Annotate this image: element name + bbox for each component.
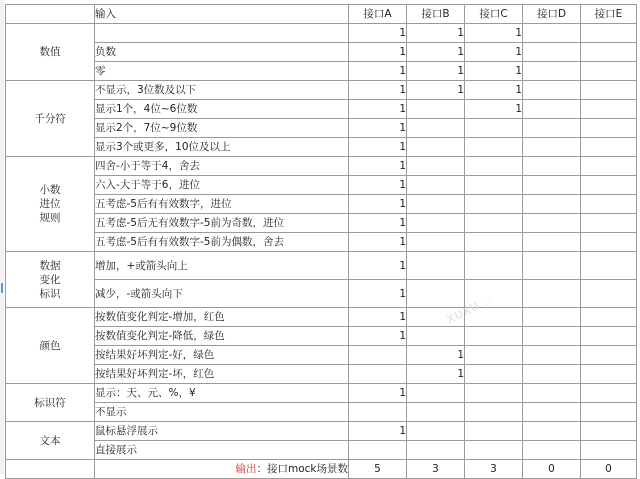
feature-cell[interactable]: 显示3个或更多，10位及以上 <box>95 138 349 157</box>
feature-cell[interactable]: 显示：天、元、%，¥ <box>95 384 349 403</box>
feature-cell[interactable] <box>95 24 349 43</box>
mark-cell-b[interactable] <box>407 100 465 119</box>
mark-cell-a[interactable] <box>349 365 407 384</box>
mark-cell-b[interactable]: 1 <box>407 43 465 62</box>
feature-cell[interactable]: 负数 <box>95 43 349 62</box>
mark-cell-a[interactable]: 1 <box>349 119 407 138</box>
feature-cell[interactable]: 不显示，3位数及以下 <box>95 81 349 100</box>
interface-c-header[interactable]: 接口C <box>465 5 523 24</box>
mark-cell-e[interactable] <box>581 441 637 460</box>
mark-cell-b[interactable] <box>407 176 465 195</box>
mark-cell-b[interactable] <box>407 138 465 157</box>
mark-cell-a[interactable] <box>349 403 407 422</box>
mark-cell-b[interactable]: 1 <box>407 24 465 43</box>
mark-cell-d[interactable] <box>523 195 581 214</box>
header-empty-cell[interactable] <box>6 5 95 24</box>
mark-cell-d[interactable] <box>523 346 581 365</box>
mark-cell-a[interactable]: 1 <box>349 43 407 62</box>
table-row <box>6 403 637 422</box>
mark-cell-b[interactable] <box>407 441 465 460</box>
mark-cell-e[interactable] <box>581 81 637 100</box>
mark-cell-e[interactable] <box>581 62 637 81</box>
mark-cell-e[interactable] <box>581 252 637 280</box>
feature-cell[interactable]: 不显示 <box>95 403 349 422</box>
category-cell[interactable]: 数据 变化 标识 <box>6 252 95 308</box>
mark-cell-c[interactable] <box>465 422 523 441</box>
mark-cell-e[interactable] <box>581 422 637 441</box>
mark-cell-c[interactable] <box>465 365 523 384</box>
table-row <box>6 195 637 214</box>
mark-cell-b[interactable] <box>407 157 465 176</box>
mark-cell-e[interactable] <box>581 157 637 176</box>
feature-cell[interactable]: 显示2个，7位~9位数 <box>95 119 349 138</box>
feature-cell[interactable]: 增加，+或箭头向上 <box>95 252 349 280</box>
mark-cell-b[interactable] <box>407 384 465 403</box>
mark-cell-c[interactable] <box>465 346 523 365</box>
mark-cell-c[interactable]: 1 <box>465 43 523 62</box>
mark-cell-d[interactable] <box>523 233 581 252</box>
mark-cell-c[interactable] <box>465 214 523 233</box>
interface-a-header[interactable]: 接口A <box>349 5 407 24</box>
mark-cell-a[interactable]: 1 <box>349 252 407 280</box>
mark-cell-b[interactable]: 1 <box>407 62 465 81</box>
feature-cell[interactable]: 按结果好坏判定-坏，红色 <box>95 365 349 384</box>
mark-cell-a[interactable]: 1 <box>349 233 407 252</box>
feature-cell[interactable]: 按结果好坏判定-好，绿色 <box>95 346 349 365</box>
mark-cell-d[interactable] <box>523 157 581 176</box>
mark-cell-e[interactable] <box>581 233 637 252</box>
table-row <box>6 62 637 81</box>
category-cell[interactable]: 标识符 <box>6 384 95 422</box>
interface-b-header[interactable]: 接口B <box>407 5 465 24</box>
mark-cell-a[interactable]: 1 <box>349 195 407 214</box>
feature-cell[interactable]: 显示1个，4位~6位数 <box>95 100 349 119</box>
mark-cell-c[interactable]: 1 <box>465 24 523 43</box>
mark-cell-e[interactable] <box>581 365 637 384</box>
mark-cell-b[interactable] <box>407 327 465 346</box>
mark-cell-b[interactable] <box>407 422 465 441</box>
mark-cell-c[interactable]: 1 <box>465 81 523 100</box>
mark-cell-c[interactable] <box>465 233 523 252</box>
mark-cell-e[interactable] <box>581 195 637 214</box>
feature-cell[interactable]: 五考虑-5后有有效数字，进位 <box>95 195 349 214</box>
footer-row <box>6 460 637 479</box>
mark-cell-b[interactable]: 1 <box>407 365 465 384</box>
table-row <box>6 346 637 365</box>
table-row <box>6 81 637 100</box>
matrix-body <box>6 24 637 460</box>
table-row <box>6 176 637 195</box>
mark-cell-c[interactable] <box>465 195 523 214</box>
feature-cell[interactable]: 五考虑-5后无有效数字-5前为奇数，进位 <box>95 214 349 233</box>
interface-e-header[interactable]: 接口E <box>581 5 637 24</box>
watermark-text: XUXU... <box>444 292 494 327</box>
table-row <box>6 138 637 157</box>
mark-cell-d[interactable] <box>523 422 581 441</box>
mark-cell-c[interactable] <box>465 157 523 176</box>
table-row <box>6 100 637 119</box>
mark-cell-d[interactable] <box>523 252 581 280</box>
mark-cell-e[interactable] <box>581 308 637 327</box>
input-header[interactable]: 输入 <box>95 5 349 24</box>
mark-cell-a[interactable]: 1 <box>349 422 407 441</box>
mark-cell-a[interactable]: 1 <box>349 327 407 346</box>
mark-cell-a[interactable]: 1 <box>349 138 407 157</box>
mark-cell-a[interactable]: 1 <box>349 384 407 403</box>
total-interface-c[interactable]: 3 <box>465 460 523 479</box>
mark-cell-b[interactable]: 1 <box>407 81 465 100</box>
category-cell[interactable]: 千分符 <box>6 81 95 157</box>
table-row <box>6 422 637 441</box>
mark-cell-a[interactable]: 1 <box>349 280 407 308</box>
table-row <box>6 327 637 346</box>
mark-cell-e[interactable] <box>581 176 637 195</box>
mark-cell-a[interactable] <box>349 441 407 460</box>
mark-cell-b[interactable] <box>407 403 465 422</box>
mark-cell-e[interactable] <box>581 43 637 62</box>
table-row <box>6 252 637 280</box>
total-interface-d[interactable]: 0 <box>523 460 581 479</box>
mark-cell-d[interactable] <box>523 62 581 81</box>
mark-cell-c[interactable]: 1 <box>465 62 523 81</box>
mark-cell-e[interactable] <box>581 100 637 119</box>
table-row <box>6 441 637 460</box>
category-cell[interactable]: 数值 <box>6 24 95 81</box>
table-row <box>6 157 637 176</box>
table-row <box>6 119 637 138</box>
mark-cell-c[interactable] <box>465 119 523 138</box>
total-interface-a[interactable]: 5 <box>349 460 407 479</box>
feature-cell[interactable]: 鼠标悬浮展示 <box>95 422 349 441</box>
mark-cell-b[interactable] <box>407 195 465 214</box>
footer-label-cell[interactable] <box>95 460 349 479</box>
feature-cell[interactable]: 五考虑-5后有有效数字-5前为偶数，舍去 <box>95 233 349 252</box>
mark-cell-a[interactable]: 1 <box>349 308 407 327</box>
mark-cell-c[interactable] <box>465 327 523 346</box>
scenario-matrix-table <box>5 4 637 479</box>
mark-cell-d[interactable] <box>523 81 581 100</box>
feature-cell[interactable]: 按数值变化判定-增加，红色 <box>95 308 349 327</box>
feature-cell[interactable]: 直接展示 <box>95 441 349 460</box>
mark-cell-d[interactable] <box>523 100 581 119</box>
mark-cell-d[interactable] <box>523 327 581 346</box>
mark-cell-b[interactable]: 1 <box>407 346 465 365</box>
mark-cell-d[interactable] <box>523 176 581 195</box>
mark-cell-e[interactable] <box>581 346 637 365</box>
mark-cell-e[interactable] <box>581 214 637 233</box>
mark-cell-e[interactable] <box>581 384 637 403</box>
mark-cell-c[interactable] <box>465 176 523 195</box>
table-row <box>6 214 637 233</box>
row-selection-marker <box>1 283 3 293</box>
interface-d-header[interactable]: 接口D <box>523 5 581 24</box>
mock-count-label: ：接口mock场景数 <box>256 463 348 475</box>
mark-cell-d[interactable] <box>523 308 581 327</box>
mark-cell-d[interactable] <box>523 384 581 403</box>
header-row <box>6 5 637 24</box>
mark-cell-d[interactable] <box>523 365 581 384</box>
table-row <box>6 280 637 308</box>
mark-cell-c[interactable] <box>465 252 523 280</box>
mark-cell-e[interactable] <box>581 327 637 346</box>
mark-cell-b[interactable] <box>407 280 465 308</box>
feature-cell[interactable]: 四舍-小于等于4，舍去 <box>95 157 349 176</box>
mark-cell-e[interactable] <box>581 24 637 43</box>
mark-cell-d[interactable] <box>523 119 581 138</box>
mark-cell-b[interactable] <box>407 252 465 280</box>
category-cell[interactable]: 颜色 <box>6 308 95 384</box>
mark-cell-a[interactable]: 1 <box>349 24 407 43</box>
mark-cell-d[interactable] <box>523 24 581 43</box>
mark-cell-a[interactable]: 1 <box>349 214 407 233</box>
table-row <box>6 308 637 327</box>
total-interface-e[interactable]: 0 <box>581 460 637 479</box>
feature-cell[interactable]: 减少，-或箭头向下 <box>95 280 349 308</box>
mark-cell-d[interactable] <box>523 214 581 233</box>
mark-cell-c[interactable]: 1 <box>465 100 523 119</box>
mark-cell-d[interactable] <box>523 441 581 460</box>
mark-cell-d[interactable] <box>523 138 581 157</box>
feature-cell[interactable]: 按数值变化判定-降低，绿色 <box>95 327 349 346</box>
mark-cell-a[interactable]: 1 <box>349 81 407 100</box>
mark-cell-e[interactable] <box>581 119 637 138</box>
table-row <box>6 233 637 252</box>
table-row <box>6 24 637 43</box>
sheet-left-edge <box>0 0 4 474</box>
category-cell[interactable]: 文本 <box>6 422 95 460</box>
mark-cell-d[interactable] <box>523 43 581 62</box>
mark-cell-c[interactable] <box>465 403 523 422</box>
mark-cell-a[interactable] <box>349 346 407 365</box>
mark-cell-b[interactable] <box>407 233 465 252</box>
mark-cell-a[interactable]: 1 <box>349 176 407 195</box>
mark-cell-c[interactable] <box>465 138 523 157</box>
mark-cell-b[interactable] <box>407 214 465 233</box>
mark-cell-e[interactable] <box>581 138 637 157</box>
table-row <box>6 43 637 62</box>
category-cell[interactable]: 小数 进位 规则 <box>6 157 95 252</box>
mark-cell-e[interactable] <box>581 403 637 422</box>
feature-cell[interactable]: 六入-大于等于6，进位 <box>95 176 349 195</box>
footer-empty-cell[interactable] <box>6 460 95 479</box>
mark-cell-a[interactable]: 1 <box>349 62 407 81</box>
mark-cell-c[interactable] <box>465 441 523 460</box>
table-row <box>6 365 637 384</box>
mark-cell-a[interactable]: 1 <box>349 100 407 119</box>
feature-cell[interactable]: 零 <box>95 62 349 81</box>
mark-cell-d[interactable] <box>523 403 581 422</box>
output-label: 输出 <box>235 463 257 475</box>
total-interface-b[interactable]: 3 <box>407 460 465 479</box>
mark-cell-a[interactable]: 1 <box>349 157 407 176</box>
mark-cell-e[interactable] <box>581 280 637 308</box>
mark-cell-c[interactable] <box>465 384 523 403</box>
mark-cell-b[interactable] <box>407 119 465 138</box>
table-row <box>6 384 637 403</box>
mark-cell-d[interactable] <box>523 280 581 308</box>
